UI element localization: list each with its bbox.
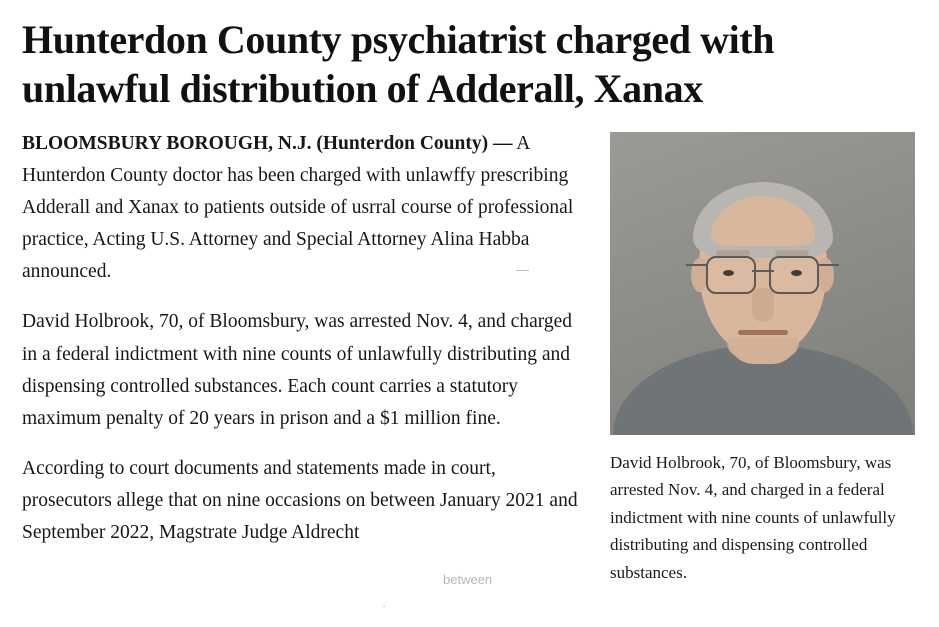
paragraph-3: According to court documents and statements made in court, prosecutors allege that on nine occasions on between January 2021 and September 2022, Magstrate Judge Aldrecht: [22, 458, 578, 544]
paragraph-1-text: A Hunterdon County doctor has been charged with unlawffy prescribing Adderall and Xanax to patients outside of usrral course of professional practice, Acting U.S. Attorney and Special Attorney Alina Habba announced.: [22, 132, 574, 283]
photo-nose: [752, 288, 774, 322]
dateline: BLOOMSBURY BOROUGH, N.J. (Hunterdon County) —: [22, 132, 513, 154]
article-body: [22, 128, 917, 587]
glasses-arm-right: [817, 264, 839, 266]
mugshot-photo: [610, 132, 915, 435]
overlay-artifact-2: between: [443, 572, 493, 587]
glasses-arm-left: [686, 264, 708, 266]
photo-brow-right: [775, 250, 809, 256]
photo-caption: David Holbrook, 70, of Bloomsbury, was arrested Nov. 4, and charged in a federal indictment with nine counts of unlawfully distributing and dispensing controlled substances.: [610, 452, 896, 582]
page-title: Hunterdon County psychiatrist charged with unlawful distribution of Adderall, Xanax: [22, 17, 775, 111]
glasses-bridge: [752, 270, 774, 272]
photo-brow-left: [716, 250, 750, 256]
paragraph-2: David Holbrook, 70, of Bloomsbury, was arrested Nov. 4, and charged in a federal indictment with nine counts of unlawfully distributing and dispensing controlled substances. Each count carries a statutory maximum penalty of 20 years in prison and a $1 million fine.: [22, 311, 573, 429]
overlay-artifact-3: ·: [382, 598, 387, 613]
photo-eye-left: [723, 270, 734, 276]
paragraph-1: [22, 128, 582, 289]
media-column: [610, 128, 915, 587]
photo-mouth: [738, 330, 788, 335]
overlay-artifact-1: —: [516, 262, 528, 277]
text-column: [22, 128, 582, 550]
photo-eye-right: [791, 270, 802, 276]
